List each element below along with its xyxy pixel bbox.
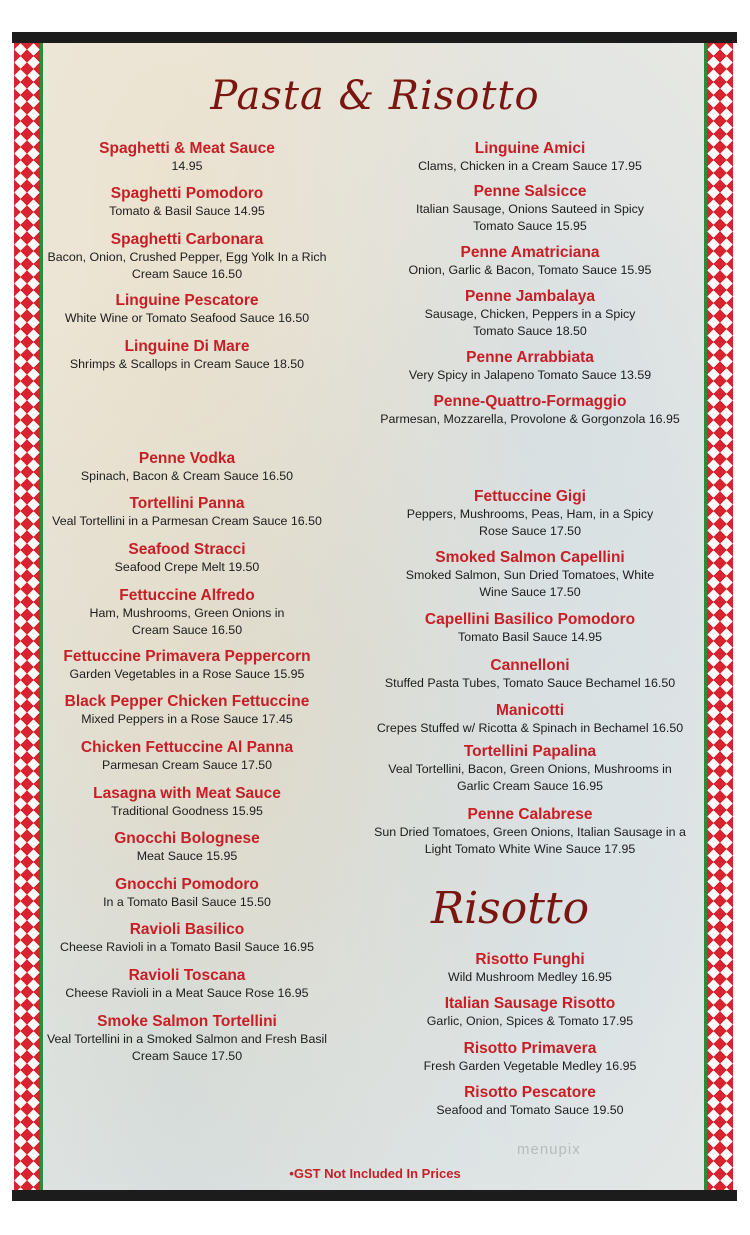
- menu-item-name: Penne Salsicce: [473, 183, 587, 200]
- menu-item-description: Rose Sauce 17.50: [479, 524, 581, 538]
- menu-item: [37, 184, 337, 220]
- menu-item-description: Mixed Peppers in a Rose Sauce 17.45: [81, 712, 293, 726]
- menu-item: [37, 829, 337, 865]
- menu-item: [358, 139, 703, 175]
- menu-item-description: Cream Sauce 16.50: [131, 623, 243, 637]
- menu-item-name: Linguine Amici: [474, 140, 586, 157]
- menu-item: [37, 738, 337, 774]
- menu-item-description: Parmesan, Mozzarella, Provolone & Gorgonzola 16.95: [380, 412, 680, 426]
- menu-item-name: Black Pepper Chicken Fettuccine: [64, 693, 310, 710]
- menu-item-description: Parmesan Cream Sauce 17.50: [101, 758, 273, 772]
- menu-item-description: Sun Dried Tomatoes, Green Onions, Italian Sausage in a: [374, 825, 686, 839]
- menu-item-description: Veal Tortellini, Bacon, Green Onions, Mushrooms in: [388, 762, 672, 776]
- menu-item-name: Penne Arrabbiata: [466, 349, 594, 366]
- menu-item-description: Cheese Ravioli in a Tomato Basil Sauce 16.95: [60, 940, 314, 954]
- menu-item-description: In a Tomato Basil Sauce 15.50: [103, 895, 271, 909]
- menu-item-name: Seafood Stracci: [128, 541, 246, 558]
- menu-item-description: Tomato Sauce 15.95: [473, 219, 587, 233]
- menu-item: [37, 1012, 337, 1065]
- menu-item-name: Spaghetti Pomodoro: [110, 185, 264, 202]
- menu-item-name: Chicken Fettuccine Al Panna: [80, 739, 294, 756]
- menu-item-name: Penne Calabrese: [467, 806, 593, 823]
- menu-item-description: Peppers, Mushrooms, Peas, Ham, in a Spicy: [406, 507, 654, 521]
- menu-item-description: Cream Sauce 16.50: [131, 267, 243, 281]
- menu-item: [358, 548, 703, 601]
- page-title: Pasta & Risotto: [210, 73, 540, 119]
- menu-item: [37, 139, 337, 175]
- menu-item-description: Fresh Garden Vegetable Medley 16.95: [423, 1059, 637, 1073]
- menu-item: [37, 540, 337, 576]
- menu-item: [37, 784, 337, 820]
- menu-item-name: Fettuccine Primavera Peppercorn: [63, 648, 311, 665]
- menu-item: [380, 1039, 680, 1075]
- menu-item-description: Cream Sauce 17.50: [131, 1049, 243, 1063]
- menu-item-name: Ravioli Toscana: [128, 967, 246, 984]
- menu-item: [358, 610, 703, 646]
- menu-item: [358, 392, 703, 428]
- menu-item-description: Light Tomato White Wine Sauce 17.95: [424, 842, 636, 856]
- menu-item-description: Sausage, Chicken, Peppers in a Spicy: [424, 307, 636, 321]
- menu-item-description: Ham, Mushrooms, Green Onions in: [89, 606, 285, 620]
- menu-item-description: White Wine or Tomato Seafood Sauce 16.50: [64, 311, 310, 325]
- right-green-rule: [704, 43, 707, 1190]
- menu-item: [37, 875, 337, 911]
- right-triangle-border: [707, 43, 733, 1190]
- menu-item-name: Risotto Pescatore: [464, 1084, 596, 1101]
- risotto-section-title: Risotto: [430, 883, 590, 934]
- menu-item-description: Garlic, Onion, Spices & Tomato 17.95: [426, 1014, 634, 1028]
- bottom-frame-bar: [12, 1190, 737, 1201]
- menu-item: [37, 494, 337, 530]
- menu-item-description: Veal Tortellini in a Parmesan Cream Sauce 16.50: [52, 514, 322, 528]
- menu-item: [380, 1083, 680, 1119]
- menu-item: [358, 243, 703, 279]
- menu-item-description: Very Spicy in Jalapeno Tomato Sauce 13.59: [408, 368, 652, 382]
- gst-note: •GST Not Included In Prices: [289, 1166, 461, 1181]
- menu-item: [37, 966, 337, 1002]
- menu-item-description: 14.95: [171, 159, 203, 173]
- menu-item-description: Spinach, Bacon & Cream Sauce 16.50: [80, 469, 294, 483]
- menu-item-name: Spaghetti Carbonara: [110, 231, 264, 248]
- menu-item: [358, 742, 703, 795]
- menu-item: [358, 348, 703, 384]
- menu-item: [37, 449, 337, 485]
- menu-item-name: Penne Amatriciana: [460, 244, 600, 261]
- menu-item: [37, 920, 337, 956]
- menu-item-name: Gnocchi Bolognese: [114, 830, 260, 847]
- menu-item-name: Tortellini Papalina: [463, 743, 597, 760]
- menu-item-description: Seafood Crepe Melt 19.50: [114, 560, 260, 574]
- menu-item-name: Linguine Pescatore: [115, 292, 259, 309]
- menu-item-description: Tomato Basil Sauce 14.95: [458, 630, 602, 644]
- menu-item: [358, 656, 703, 692]
- watermark: menupix: [517, 1141, 581, 1158]
- menu-item-name: Italian Sausage Risotto: [444, 995, 616, 1012]
- menu-item: [380, 950, 680, 986]
- menu-item-description: Clams, Chicken in a Cream Sauce 17.95: [418, 159, 642, 173]
- menu-item-name: Linguine Di Mare: [124, 338, 250, 355]
- menu-item-name: Smoke Salmon Tortellini: [97, 1013, 277, 1030]
- menu-item-description: Seafood and Tomato Sauce 19.50: [436, 1103, 624, 1117]
- menu-item-name: Smoked Salmon Capellini: [435, 549, 625, 566]
- menu-item-name: Risotto Primavera: [463, 1040, 597, 1057]
- menu-item-name: Ravioli Basilico: [129, 921, 245, 938]
- menu-item-name: Manicotti: [495, 702, 565, 719]
- menu-item-name: Capellini Basilico Pomodoro: [424, 611, 636, 628]
- menu-item-description: Veal Tortellini in a Smoked Salmon and Fresh Basil: [46, 1032, 328, 1046]
- menu-item-description: Cheese Ravioli in a Meat Sauce Rose 16.95: [65, 986, 309, 1000]
- menu-item: [37, 647, 337, 683]
- menu-item-description: Smoked Salmon, Sun Dried Tomatoes, White: [405, 568, 655, 582]
- menu-item: [358, 805, 703, 858]
- menu-item: [37, 337, 337, 373]
- menu-item-name: Penne Vodka: [138, 450, 236, 467]
- menu-item-name: Fettuccine Alfredo: [119, 587, 255, 604]
- menu-item: [37, 586, 337, 639]
- menu-item-description: Garden Vegetables in a Rose Sauce 15.95: [69, 667, 305, 681]
- menu-item-name: Gnocchi Pomodoro: [115, 876, 259, 893]
- menu-item-name: Penne Jambalaya: [464, 288, 596, 305]
- menu-item-description: Tomato & Basil Sauce 14.95: [109, 204, 265, 218]
- menu-item-description: Wild Mushroom Medley 16.95: [448, 970, 612, 984]
- menu-item-description: Italian Sausage, Onions Sauteed in Spicy: [416, 202, 644, 216]
- menu-item-name: Fettuccine Gigi: [474, 488, 586, 505]
- menu-item-description: Traditional Goodness 15.95: [111, 804, 263, 818]
- menu-item: [37, 230, 337, 283]
- menu-item-description: Crepes Stuffed w/ Ricotta & Spinach in Bechamel 16.50: [376, 721, 684, 735]
- menu-item-description: Stuffed Pasta Tubes, Tomato Sauce Bechamel 16.50: [384, 676, 676, 690]
- menu-item-name: Penne-Quattro-Formaggio: [433, 393, 627, 410]
- menu-item: [358, 701, 703, 737]
- menu-item: [37, 692, 337, 728]
- menu-item-name: Cannelloni: [490, 657, 570, 674]
- menu-item: [358, 287, 703, 340]
- top-frame-bar: [12, 32, 737, 43]
- menu-item-name: Lasagna with Meat Sauce: [93, 785, 281, 802]
- menu-item-name: Risotto Funghi: [475, 951, 585, 968]
- menu-item-description: Garlic Cream Sauce 16.95: [456, 779, 603, 793]
- menu-item: [358, 487, 703, 540]
- menu-item-description: Wine Sauce 17.50: [479, 585, 581, 599]
- menu-item-name: Spaghetti & Meat Sauce: [99, 140, 275, 157]
- menu-item: [380, 994, 680, 1030]
- menu-item-description: Tomato Sauce 18.50: [473, 324, 587, 338]
- menu-item: [358, 182, 703, 235]
- menu-item-description: Bacon, Onion, Crushed Pepper, Egg Yolk In a Rich: [47, 250, 327, 264]
- menu-item-description: Onion, Garlic & Bacon, Tomato Sauce 15.95: [408, 263, 652, 277]
- menu-item-description: Meat Sauce 15.95: [136, 849, 238, 863]
- menu-item-description: Shrimps & Scallops in Cream Sauce 18.50: [69, 357, 305, 371]
- menu-item: [37, 291, 337, 327]
- menu-item-name: Tortellini Panna: [129, 495, 245, 512]
